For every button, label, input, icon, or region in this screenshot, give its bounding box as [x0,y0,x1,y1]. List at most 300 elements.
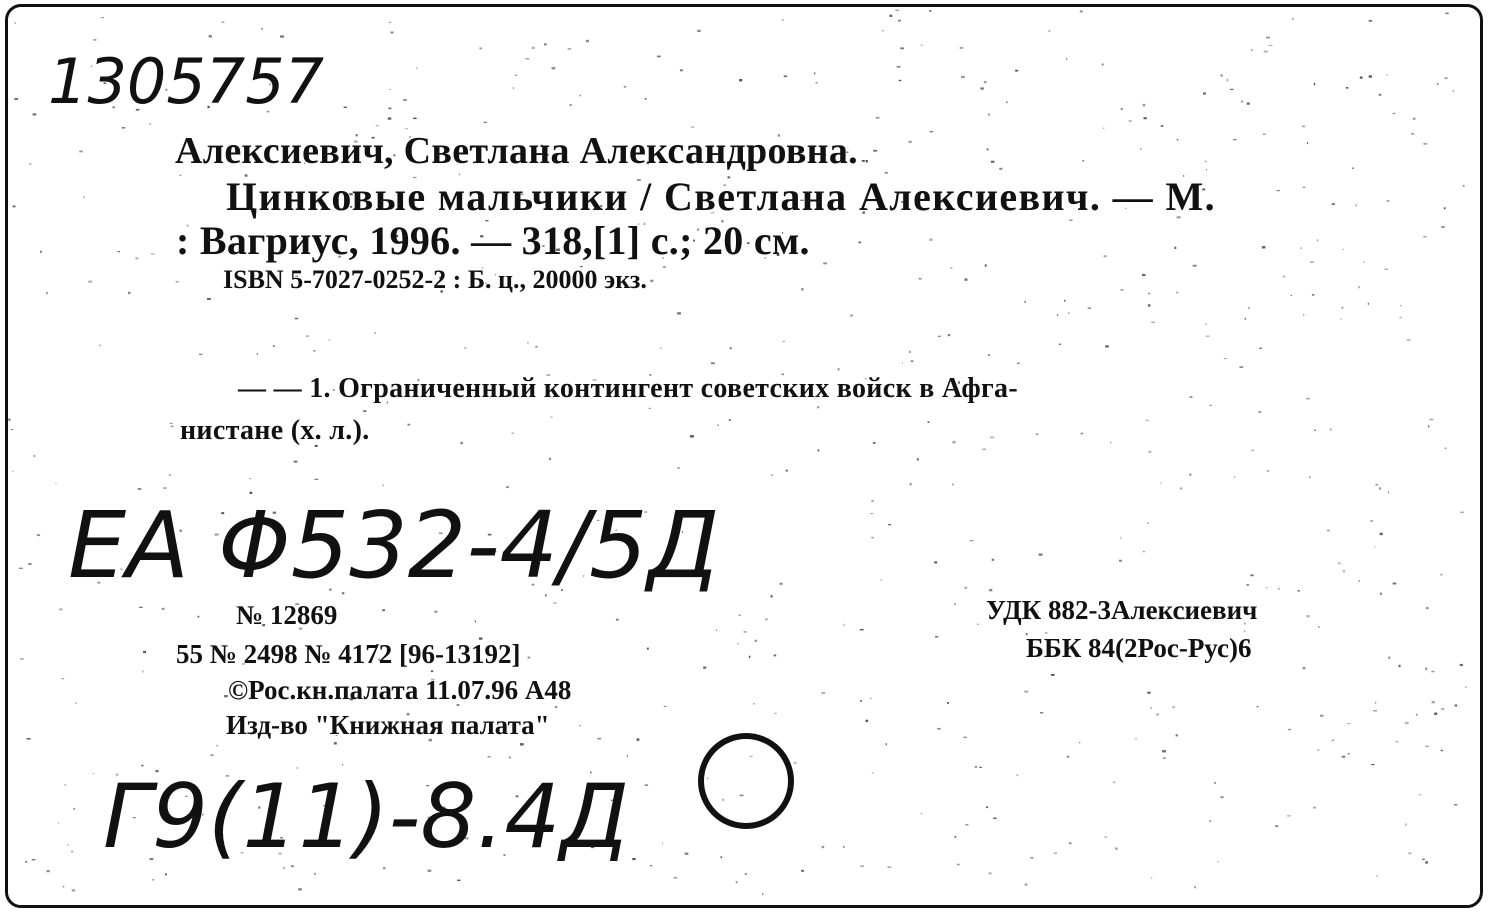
noise-speck [93,39,96,40]
noise-speck [1151,322,1155,324]
noise-speck [860,629,864,630]
noise-speck [26,861,27,863]
noise-speck [1220,75,1222,77]
noise-speck [1355,204,1357,206]
title-statement: Цинковые мальчики / Светлана Алексиевич. — М. [226,174,1217,219]
noise-speck [528,657,531,659]
noise-speck [488,756,491,757]
noise-speck [882,30,884,32]
noise-speck [315,479,319,480]
noise-speck [844,624,845,626]
noise-speck [685,853,689,855]
noise-speck [744,631,747,632]
noise-speck [897,66,901,67]
noise-speck [938,336,941,337]
noise-speck [1307,615,1310,617]
noise-speck [382,484,383,486]
noise-speck [624,86,627,88]
noise-speck [151,253,155,254]
noise-speck [765,618,768,620]
noise-speck [951,267,953,268]
noise-speck [162,608,165,610]
noise-speck [1189,474,1191,476]
noise-speck [1251,49,1252,51]
noise-speck [988,113,990,116]
noise-speck [935,636,937,638]
noise-speck [1387,74,1389,75]
noise-speck [1317,749,1319,750]
noise-speck [65,784,66,786]
noise-speck [989,872,992,874]
noise-speck [1224,358,1227,359]
noise-speck [1441,708,1444,710]
noise-speck [122,127,125,128]
noise-speck [873,150,877,152]
noise-speck [1393,583,1397,585]
noise-speck [1088,308,1091,309]
noise-speck [20,658,24,660]
noise-speck [1247,102,1250,104]
noise-speck [1251,450,1254,451]
author-heading: Алексиевич, Светлана Александровна. [175,130,858,172]
noise-speck [1369,20,1372,22]
noise-speck [1453,90,1454,92]
noise-speck [388,117,392,120]
noise-speck [1380,593,1382,595]
noise-speck [1384,269,1388,270]
noise-speck [314,873,316,875]
noise-speck [822,846,825,848]
noise-speck [163,487,167,489]
noise-speck [1209,405,1212,406]
noise-speck [1066,58,1067,60]
noise-speck [506,486,509,488]
noise-speck [929,239,933,241]
noise-speck [1327,530,1330,532]
noise-speck [1163,757,1166,758]
noise-speck [703,667,706,669]
noise-speck [83,196,85,198]
noise-speck [838,368,840,370]
noise-speck [660,348,662,350]
noise-speck [1206,336,1210,337]
noise-speck [1180,488,1183,490]
bbk-classification: ББК 84(2Рос-Рус)6 [1026,633,1252,663]
noise-speck [1370,521,1373,522]
noise-speck [1206,169,1207,170]
noise-speck [14,22,16,23]
noise-speck [1275,825,1278,826]
noise-speck [1259,348,1261,349]
noise-speck [1342,756,1346,758]
imprint-statement: : Вагриус, 1996. — 318,[1] с.; 20 см. [176,218,810,263]
noise-speck [1430,419,1434,421]
noise-speck [1147,692,1150,694]
noise-speck [344,107,347,108]
noise-speck [19,568,23,569]
noise-speck [738,643,739,645]
noise-speck [762,893,763,895]
noise-speck [1431,671,1434,673]
noise-speck [663,266,666,267]
noise-speck [1303,314,1304,316]
noise-speck [888,866,892,868]
noise-speck [1360,77,1363,79]
noise-speck [1455,705,1457,707]
noise-speck [509,757,511,759]
noise-speck [391,32,394,34]
noise-speck [988,354,990,356]
noise-speck [645,98,647,100]
noise-speck [1234,476,1235,478]
noise-speck [1039,554,1043,556]
noise-speck [138,488,142,490]
noise-speck [216,745,218,746]
noise-speck [515,75,518,76]
handwritten-inventory-number: 1305757 [48,45,325,118]
noise-speck [1177,139,1179,140]
noise-speck [363,410,366,412]
noise-speck [1400,305,1401,306]
noise-speck [142,671,143,673]
noise-speck [1393,113,1396,114]
noise-speck [780,583,783,585]
noise-speck [1358,580,1359,582]
noise-speck [199,354,203,355]
noise-speck [1399,665,1401,668]
noise-speck [11,429,14,430]
noise-speck [1444,207,1446,209]
noise-speck [1434,713,1437,715]
noise-speck [1081,433,1084,435]
noise-speck [552,67,556,69]
isbn-line: ISBN 5-7027-0252-2 : Б. ц., 20000 экз. [223,265,647,294]
noise-speck [930,131,934,132]
noise-speck [749,656,751,658]
noise-speck [1375,484,1378,485]
noise-speck [1317,239,1319,241]
noise-speck [1267,470,1270,471]
catalog-card [5,4,1483,908]
noise-speck [697,30,701,32]
noise-speck [721,856,723,858]
noise-speck [718,425,719,427]
noise-speck [176,281,179,282]
noise-speck [1214,782,1216,784]
noise-speck [755,640,757,642]
noise-speck [59,609,62,611]
noise-speck [550,417,553,418]
noise-speck [674,877,678,878]
noise-speck [1257,706,1259,707]
noise-speck [1423,143,1427,144]
noise-speck [1411,133,1414,134]
noise-speck [1172,706,1175,708]
noise-speck [647,648,649,650]
noise-speck [1024,301,1025,303]
noise-speck [1245,318,1247,320]
noise-speck [953,484,954,486]
noise-speck [93,773,95,774]
noise-speck [1064,300,1065,302]
noise-speck [1352,167,1354,169]
noise-speck [948,334,950,336]
noise-speck [1303,667,1306,669]
noise-speck [1113,782,1115,784]
noise-speck [664,706,667,707]
noise-speck [876,117,880,119]
noise-speck [984,81,987,83]
noise-speck [1054,853,1057,854]
noise-speck [1441,226,1445,227]
noise-speck [1276,190,1280,191]
noise-speck [898,20,901,22]
noise-speck [1441,750,1443,752]
noise-speck [1380,533,1383,536]
noise-speck [1250,574,1253,576]
noise-speck [512,433,515,434]
noise-speck [858,242,861,244]
noise-speck [128,292,130,294]
noise-speck [1461,512,1464,513]
noise-speck [1306,398,1310,400]
noise-speck [76,702,77,704]
noise-speck [1262,246,1266,248]
noise-speck [313,350,316,351]
noise-speck [860,700,862,702]
noise-speck [520,743,524,746]
noise-speck [88,281,92,283]
noise-speck [475,621,476,623]
noise-speck [1346,87,1348,89]
noise-speck [37,534,40,536]
noise-speck [143,651,146,653]
noise-speck [1233,139,1236,140]
noise-speck [1156,713,1159,715]
handwritten-classification: Г9(11)-8.4Д [103,765,630,868]
noise-speck [568,48,572,49]
noise-speck [1104,255,1107,257]
noise-speck [1309,476,1311,478]
noise-speck [690,435,694,437]
noise-speck [963,737,967,738]
noise-speck [1428,426,1429,428]
noise-speck [1147,522,1148,523]
noise-speck [736,881,738,883]
noise-speck [1310,261,1314,263]
noise-speck [1465,687,1467,688]
noise-speck [774,713,777,714]
noise-speck [1405,722,1409,724]
noise-speck [1049,30,1051,32]
noise-speck [597,738,601,740]
noise-speck [1103,128,1104,129]
noise-speck [47,870,50,872]
noise-speck [1247,584,1250,585]
noise-speck [280,35,284,37]
noise-speck [1266,587,1268,588]
noise-speck [921,813,923,814]
noise-speck [334,742,337,744]
noise-speck [782,20,783,22]
noise-speck [431,670,433,672]
noise-speck [680,69,683,71]
noise-speck [873,442,876,444]
noise-speck [27,738,31,740]
noise-speck [739,79,742,81]
noise-speck [553,602,557,603]
noise-speck [1030,857,1033,859]
noise-speck [1140,148,1141,149]
noise-speck [1205,161,1207,163]
noise-speck [1298,590,1300,591]
noise-speck [1227,79,1229,81]
noise-speck [993,818,997,819]
noise-speck [870,698,872,699]
noise-speck [1194,886,1196,889]
publisher-line: Изд-во "Книжная палата" [226,710,550,740]
noise-speck [632,858,635,860]
noise-speck [711,362,715,364]
noise-speck [262,28,263,30]
noise-speck [135,257,138,259]
noise-speck [1318,626,1320,627]
subject-heading-line-2: нистане (х. л.). [180,415,370,446]
noise-speck [745,873,747,875]
noise-speck [1144,117,1147,119]
noise-speck [1241,100,1244,102]
noise-speck [413,118,417,120]
noise-speck [555,706,558,708]
noise-speck [738,615,741,616]
noise-speck [816,82,818,83]
noise-speck [1425,861,1428,863]
noise-speck [1292,18,1294,20]
noise-speck [1416,714,1417,716]
noise-speck [801,870,804,872]
noise-speck [960,47,964,49]
noise-speck [975,766,977,768]
noise-speck [823,263,827,265]
noise-speck [982,448,986,450]
noise-speck [198,616,200,618]
noise-speck [294,461,298,463]
noise-speck [980,87,983,89]
noise-speck [527,342,529,344]
noise-speck [1425,746,1429,747]
noise-speck [1444,448,1446,449]
noise-speck [821,692,825,694]
noise-speck [1161,482,1162,484]
noise-speck [990,437,994,439]
noise-speck [33,455,35,457]
noise-speck [1363,262,1365,263]
noise-speck [616,619,619,621]
noise-speck [257,353,258,355]
noise-speck [1190,396,1193,398]
noise-speck [1313,807,1316,809]
noise-speck [1105,837,1108,838]
noise-speck [753,703,755,704]
noise-speck [1121,108,1123,110]
noise-speck [1040,712,1043,714]
noise-speck [33,113,37,115]
noise-speck [298,888,302,890]
noise-speck [1338,563,1341,565]
noise-speck [222,22,225,23]
noise-speck [209,35,212,37]
noise-speck [850,315,852,317]
noise-speck [28,563,31,565]
noise-speck [169,474,171,475]
noise-speck [1288,729,1291,730]
noise-speck [513,87,514,89]
noise-speck [872,772,874,773]
noise-speck [1079,742,1080,743]
noise-speck [947,702,949,704]
noise-speck [139,607,143,608]
noise-speck [1369,75,1372,77]
noise-speck [1142,274,1145,276]
noise-speck [716,630,717,631]
noise-speck [544,43,547,45]
noise-speck [1059,344,1061,345]
noise-speck [1375,702,1376,704]
noise-speck [871,500,873,501]
noise-speck [986,806,988,808]
noise-speck [1269,45,1273,46]
noise-speck [645,784,649,786]
noise-speck [801,288,803,290]
noise-speck [1342,307,1344,309]
noise-speck [74,808,75,810]
noise-speck [965,278,968,281]
noise-speck [1388,657,1390,659]
noise-speck [1425,668,1427,671]
noise-speck [1209,821,1211,822]
udk-classification: УДК 882-3Алексиевич [986,595,1258,625]
noise-speck [921,45,923,46]
noise-speck [992,559,994,561]
noise-speck [1419,794,1421,795]
noise-speck [99,345,101,347]
noise-speck [72,889,75,891]
noise-speck [1440,574,1442,576]
noise-speck [1105,345,1109,347]
noise-speck [1025,884,1028,886]
noise-speck [970,540,974,541]
noise-speck [979,767,982,768]
noise-speck [1283,276,1285,278]
noise-speck [389,89,391,90]
noise-speck [29,163,31,165]
noise-speck [464,347,466,349]
noise-speck [977,624,978,625]
noise-speck [1263,134,1266,135]
noise-speck [784,76,787,78]
noise-speck [954,603,955,605]
noise-speck [1102,64,1104,66]
noise-speck [860,865,863,867]
noise-speck [1015,70,1018,72]
noise-speck [40,251,42,253]
noise-speck [1399,317,1401,319]
noise-speck [985,264,987,266]
noise-speck [794,762,797,764]
noise-speck [1218,861,1219,862]
noise-speck [1437,83,1438,85]
noise-speck [999,168,1002,170]
